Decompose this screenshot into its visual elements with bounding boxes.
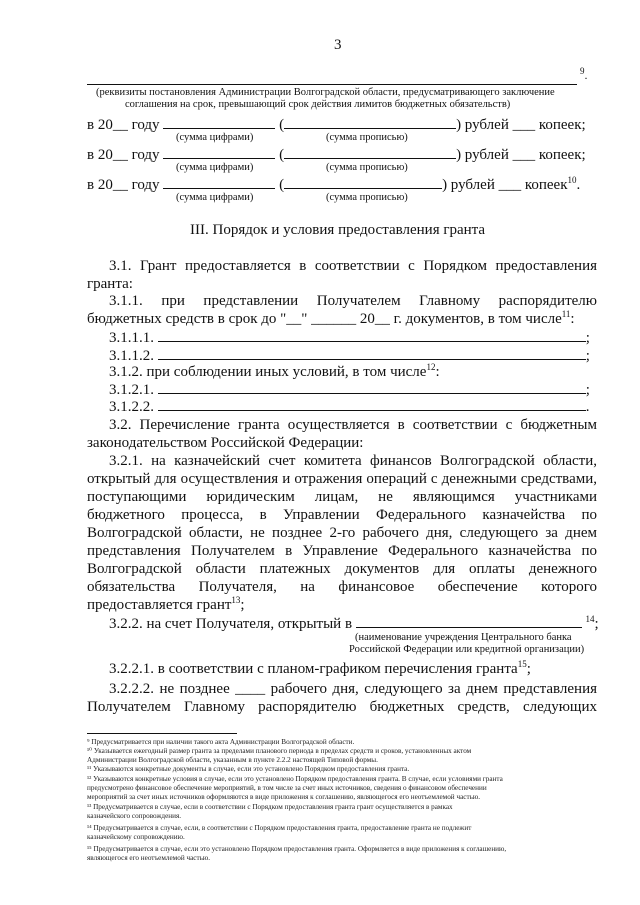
para-3-2-2-1: 3.2.2.1. в соответствии с планом-графиком перечисления гранта$^{15}$; — [109, 659, 531, 677]
sum-words-caption-1: (сумма прописью) — [326, 132, 408, 143]
year-row-3: в 20__ году ( ) рублей ___ копеек$^{10}$. — [87, 175, 581, 193]
sum-digits-caption-2: (сумма цифрами) — [176, 162, 254, 173]
para-3-2-1-line-9: предоставляется грант$^{13}$; — [87, 595, 245, 613]
item-3-1-1-1: 3.1.1.1. ; — [109, 330, 590, 346]
para-3-2-1-line-5: Волгоградской области, не позднее 2-го рабочего дня, следующего за днем — [87, 525, 597, 541]
page-number: 3 — [334, 37, 342, 53]
para-3-1-1-line-2: бюджетных средств в срок до "__" ______ 20__ г. документов, в том числе$^{11}$: — [87, 309, 575, 327]
footnote-12-cont: предусмотрено финансовое обеспечение мероприятий, в том числе за счет иных источников, сведения о финансовом обеспечении — [87, 784, 487, 792]
requisites-underline — [87, 84, 577, 85]
footnote-14-cont: казначейскому сопровождению. — [87, 833, 185, 841]
para-3-1-1-line-1: 3.1.1. при представлении Получателем Главному распорядителю — [109, 293, 597, 309]
para-3-2-line-2: законодательством Российской Федерации: — [87, 435, 364, 451]
footnote-12-cont-2: мероприятий за счет иных источников оформляются в виде приложения к соглашению, являющегося его неотъемлемой частью. — [87, 793, 481, 801]
footnote-mark-9: $^9$. — [580, 66, 588, 82]
footnote-12: ¹² Указываются конкретные условия в случае, если это установлено Порядком предоставления гранта. В случае, если условиями гранта — [87, 775, 503, 783]
para-3-1-line-2: гранта: — [87, 276, 133, 292]
para-3-2-1-line-2: открытый для осуществления и отражения операций с денежными средствами, — [87, 471, 597, 487]
section-title: III. Порядок и условия предоставления гранта — [190, 222, 486, 238]
requisites-caption: (реквизиты постановления Администрации Волгоградской области, предусматривающего заключение — [96, 87, 555, 98]
para-3-2-1-line-1: 3.2.1. на казначейский счет комитета финансов Волгоградской области, — [109, 453, 597, 469]
para-3-1-2: 3.1.2. при соблюдении иных условий, в том числе$^{12}$: — [109, 362, 440, 380]
year-row-1: в 20__ году ( ) рублей ___ копеек; — [87, 117, 586, 133]
para-3-1-line-1: 3.1. Грант предоставляется в соответствии с Порядком предоставления — [109, 258, 597, 274]
sum-words-caption-2: (сумма прописью) — [326, 162, 408, 173]
para-3-2-1-line-7: Волгоградской области платежных документов для оплаты денежного — [87, 561, 597, 577]
footnote-15-cont: являющегося его неотъемлемой частью. — [87, 854, 211, 862]
bank-caption-2: Российской Федерации или кредитной организации) — [349, 644, 585, 655]
footnote-14: ¹⁴ Предусматривается в случае, если, в соответствии с Порядком предоставления гранта, предоставление гранта не подлежит — [87, 824, 472, 832]
sum-digits-caption-3: (сумма цифрами) — [176, 192, 254, 203]
item-3-1-1-2: 3.1.1.2. ; — [109, 348, 590, 364]
footnote-10-cont: Администрации Волгоградской области, указанным в пункте 2.2.2 настоящей Типовой формы. — [87, 756, 378, 764]
sum-words-caption-3: (сумма прописью) — [326, 192, 408, 203]
para-3-2-1-line-4: бюджетного процесса, в Управлении Федерального казначейства по — [87, 507, 597, 523]
sum-digits-caption-1: (сумма цифрами) — [176, 132, 254, 143]
item-3-1-2-1: 3.1.2.1. ; — [109, 382, 590, 398]
bank-caption-1: (наименование учреждения Центрального банка — [355, 632, 572, 643]
para-3-2-1-line-3: поступающими юридическим лицам, не являющимся участниками — [87, 489, 597, 505]
para-3-2-2-2-line-1: 3.2.2.2. не позднее ____ рабочего дня, следующего за днем представления — [109, 681, 597, 697]
footnote-separator — [87, 733, 237, 734]
footnote-13: ¹³ Предусматривается в случае, если в соответствии с Порядком предоставления гранта грант осуществляется в рамках — [87, 803, 453, 811]
para-3-2-1-line-6: представления Получателем в Управление Федерального казначейства по — [87, 543, 597, 559]
para-3-2-line-1: 3.2. Перечисление гранта осуществляется в соответствии с бюджетным — [109, 417, 597, 433]
footnote-10: ¹⁰ Указывается ежегодный размер гранта за пределами планового периода в пределах средств и сроков, установленных актом — [87, 747, 472, 755]
footnote-11: ¹¹ Указываются конкретные документы в случае, если это установлено Порядком предоставления гранта. — [87, 765, 410, 773]
para-3-2-1-line-8: обязательства Получателя, на финансовое обеспечение которого — [87, 579, 597, 595]
footnote-15: ¹⁵ Предусматривается в случае, если это установлено Порядком предоставления гранта. Оформляется в виде приложения к соглашению, — [87, 845, 507, 853]
item-3-1-2-2: 3.1.2.2. . — [109, 399, 590, 415]
year-row-2: в 20__ году ( ) рублей ___ копеек; — [87, 147, 586, 163]
para-3-2-2-2-line-2: Получателем Главному распорядителю бюджетных средств, следующих — [87, 699, 597, 715]
requisites-caption-2: соглашения на срок, превышающий срок действия лимитов бюджетных обязательств) — [125, 99, 511, 110]
para-3-2-2: 3.2.2. на счет Получателя, открытый в $^{14}$; — [109, 614, 599, 632]
footnote-13-cont: казначейского сопровождения. — [87, 812, 182, 820]
footnote-9: ⁹ Предусматривается при наличии такого акта Администрации Волгоградской области. — [87, 738, 355, 746]
